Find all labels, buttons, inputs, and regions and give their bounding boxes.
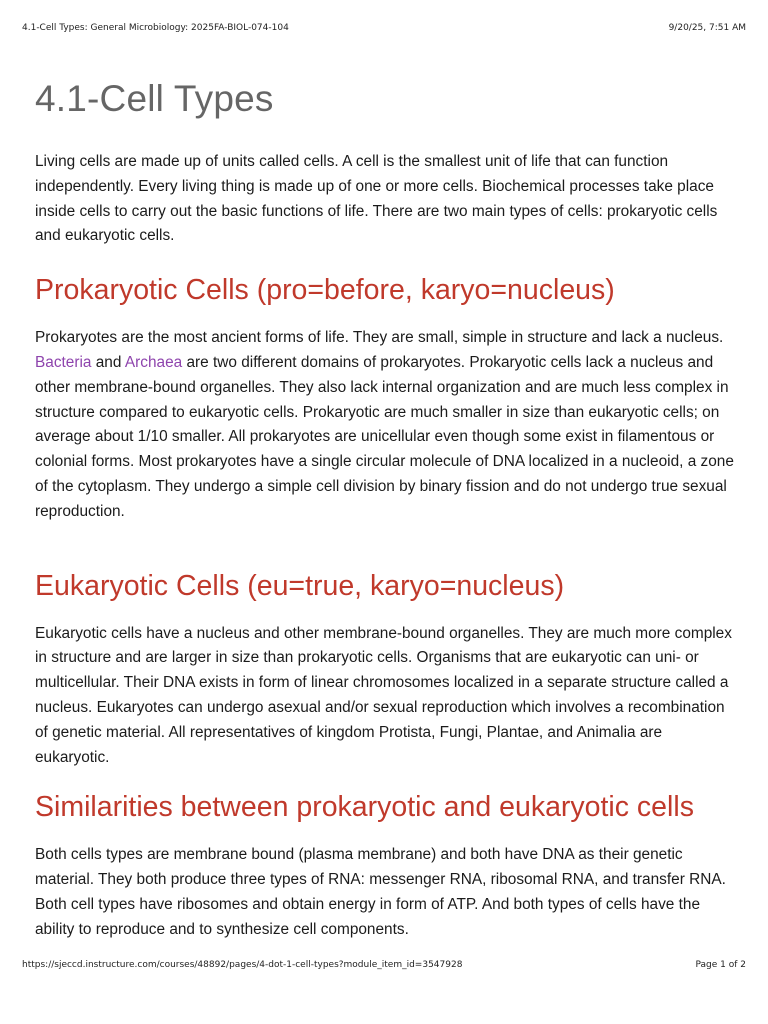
similarities-paragraph: Both cells types are membrane bound (plasma membrane) and both have DNA as their genetic material. They both produce three types of RNA: messenger RNA, ribosomal RNA, and transfer RNA. Both cell types have ribosomes and obtain energy in form of ATP. And both types of cells have the ability to reproduce and to synthesize cell components. xyxy=(35,846,726,938)
eukaryotic-paragraph: Eukaryotic cells have a nucleus and other membrane-bound organelles. They are much more complex in structure and are larger in size than prokaryotic cells. Organisms that are eukaryotic can uni- or multicellular. Their DNA exists in form of linear chromosomes localized in a separate structure called a nucleus. Eukaryotes can undergo asexual and/or sexual reproduction which involves a recombination of genetic material. All representatives of kingdom Protista, Fungi, Plantae, and Animalia are eukaryotic. xyxy=(35,624,732,766)
print-header-title: 4.1-Cell Types: General Microbiology: 2025FA-BIOL-074-104 xyxy=(22,23,289,33)
intro-paragraph: Living cells are made up of units called cells. A cell is the smallest unit of life that can function independently. Every living thing is made up of one or more cells. Biochemical processes take place inside cells to carry out the basic functions of life. There are two main types of cells: prokaryotic cells and eukaryotic cells. xyxy=(35,153,718,245)
eukaryotic-heading: Eukaryotic Cells (eu=true, karyo=nucleus) xyxy=(35,569,565,602)
archaea-link[interactable]: Archaea xyxy=(124,353,183,371)
prokaryotic-text-part2: are two different domains of prokaryotes. Prokaryotic cells lack a nucleus and other membrane-bound organelles. They also lack internal organization and are much less complex in structure compared to eukaryotic cells. Prokaryotic are much smaller in size than eukaryotic cells; on average about 1/10 smaller. All prokaryotes are unicellular even though some exist in filamentous or colonial forms. Most prokaryotes have a single circular molecule of DNA localized in a nucleoid, a zone of the cytoplasm. They undergo a simple cell division by binary fission and do not undergo true sexual reproduction. xyxy=(35,353,734,520)
print-footer-page-number: Page 1 of 2 xyxy=(695,960,746,970)
print-header xyxy=(22,23,746,33)
prokaryotic-text-part1: Prokaryotes are the most ancient forms of life. They are small, simple in structure and lack a nucleus. xyxy=(35,329,724,347)
prokaryotic-heading: Prokaryotic Cells (pro=before, karyo=nucleus) xyxy=(35,274,615,307)
prokaryotic-text-and: and xyxy=(91,353,125,371)
print-footer xyxy=(22,960,746,970)
page-title: 4.1-Cell Types xyxy=(35,78,274,119)
prokaryotic-paragraph xyxy=(35,326,735,524)
bacteria-link[interactable]: Bacteria xyxy=(35,353,92,371)
page-content xyxy=(35,78,735,943)
similarities-heading: Similarities between prokaryotic and eukaryotic cells xyxy=(35,791,694,824)
print-header-timestamp: 9/20/25, 7:51 AM xyxy=(668,23,746,33)
print-footer-url: https://sjeccd.instructure.com/courses/48892/pages/4-dot-1-cell-types?module_item_id=3547928 xyxy=(22,960,463,970)
